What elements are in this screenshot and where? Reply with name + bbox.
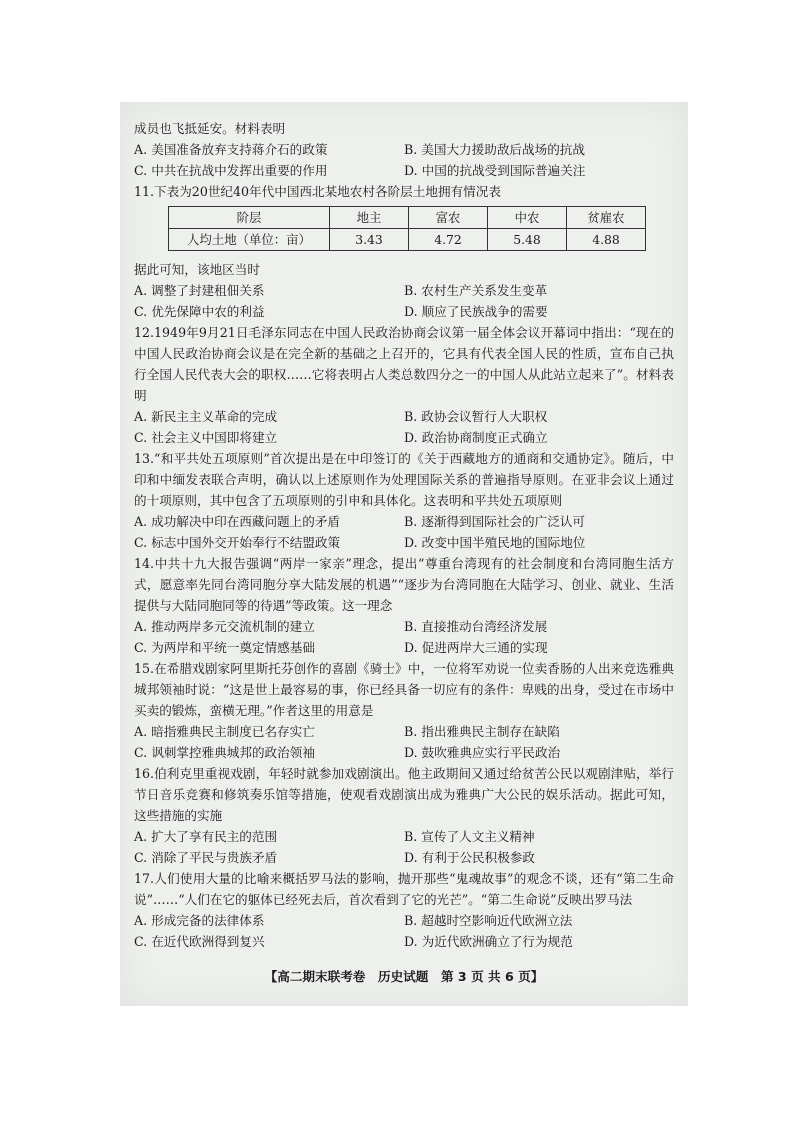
q12-option-d: D. 政治协商制度正式确立 (404, 430, 548, 445)
q15-option-c: C. 讽刺掌控雅典城邦的政治领袖 (134, 745, 315, 760)
q15-option-a: A. 暗指雅典民主制度已名存实亡 (134, 724, 315, 739)
q10-options (134, 139, 674, 181)
table-header-cell: 阶层 (169, 207, 330, 229)
page-footer: 【高二期末联考卷 历史试题 第 3 页 共 6 页】 (264, 969, 544, 984)
q16-options (134, 826, 674, 868)
q16-option-a: A. 扩大了享有民主的范围 (134, 829, 278, 844)
q10-option-c: C. 中共在抗战中发挥出重要的作用 (134, 163, 328, 178)
q12-stem: 12.1949年9月21日毛泽东同志在中国人民政治协商会议第一届全体会议开幕词中指出：“现在的中国人民政治协商会议是在完全新的基础之上召开的，它具有代表全国人民的性质，宣布自己执行全国人民代表大会的职权……它将表明占人类总数四分之一的中国人从此站立起来了”。材料表明 (134, 325, 674, 403)
q16-stem: 16.伯利克里重视戏剧，年轻时就参加戏剧演出。他主政期间又通过给贫苦公民以观剧津贴，举行节日音乐竞赛和修筑奏乐馆等措施，使观看戏剧演出成为雅典广大公民的娱乐活动。据此可知，这些措施的实施 (134, 766, 674, 823)
q10-tail: 成员也飞抵延安。材料表明 (134, 121, 286, 136)
land-ownership-table (168, 206, 646, 251)
q11-option-d: D. 顺应了民族战争的需要 (404, 304, 548, 319)
q11-question: 据此可知，该地区当时 (134, 262, 260, 277)
q13-option-d: D. 改变中国半殖民地的国际地位 (404, 535, 586, 550)
q14-option-d: D. 促进两岸大三通的实现 (404, 640, 548, 655)
q17-option-a: A. 形成完备的法律体系 (134, 913, 265, 928)
q12-option-b: B. 政协会议暂行人大职权 (404, 409, 548, 424)
q14-options (134, 616, 674, 658)
q17-option-c: C. 在近代欧洲得到复兴 (134, 934, 265, 949)
table-row (169, 229, 646, 251)
q13-option-c: C. 标志中国外交开始奉行不结盟政策 (134, 535, 341, 550)
table-cell: 4.88 (567, 229, 646, 251)
q15-option-b: B. 指出雅典民主制存在缺陷 (404, 724, 560, 739)
q14-stem: 14.中共十九大报告强调“两岸一家亲”理念，提出“尊重台湾现有的社会制度和台湾同胞生活方式，愿意率先同台湾同胞分享大陆发展的机遇”“逐步为台湾同胞在大陆学习、创业、就业、生活提供与大陆同胞同等的待遇”等政策。这一理念 (134, 556, 674, 613)
q12-option-a: A. 新民主主义革命的完成 (134, 409, 278, 424)
exam-content (134, 118, 674, 952)
q14-option-c: C. 为两岸和平统一奠定情感基础 (134, 640, 315, 655)
q10-option-d: D. 中国的抗战受到国际普遍关注 (404, 163, 586, 178)
q10-option-a: A. 美国准备放弃支持蒋介石的政策 (134, 142, 328, 157)
q16-option-b: B. 宣传了人文主义精神 (404, 829, 535, 844)
table-cell: 3.43 (330, 229, 409, 251)
q13-option-a: A. 成功解决中印在西藏问题上的矛盾 (134, 514, 341, 529)
q17-option-d: D. 为近代欧洲确立了行为规范 (404, 934, 573, 949)
q14-option-b: B. 直接推动台湾经济发展 (404, 619, 548, 634)
table-cell: 人均土地（单位：亩） (169, 229, 330, 251)
table-header-cell: 贫雇农 (567, 207, 646, 229)
q12-option-c: C. 社会主义中国即将建立 (134, 430, 278, 445)
table-cell: 4.72 (409, 229, 488, 251)
q14-option-a: A. 推动两岸多元交流机制的建立 (134, 619, 315, 634)
exam-sheet (120, 102, 688, 1006)
q15-options (134, 721, 674, 763)
q13-option-b: B. 逐渐得到国际社会的广泛认可 (404, 514, 585, 529)
q17-options (134, 910, 674, 952)
q10-option-b: B. 美国大力援助敌后战场的抗战 (404, 142, 585, 157)
table-header-cell: 中农 (488, 207, 567, 229)
q12-options (134, 406, 674, 448)
q11-option-c: C. 优先保障中农的利益 (134, 304, 265, 319)
table-cell: 5.48 (488, 229, 567, 251)
table-header-cell: 地主 (330, 207, 409, 229)
q15-option-d: D. 鼓吹雅典应实行平民政治 (404, 745, 561, 760)
q15-stem: 15.在希腊戏剧家阿里斯托芬创作的喜剧《骑士》中，一位将军劝说一位卖香肠的人出来竞选雅典城邦领袖时说：“这是世上最容易的事，你已经具备一切应有的条件：卑贱的出身，受过在市场中买卖的锻炼，蛮横无理。”作者这里的用意是 (134, 661, 674, 718)
q16-option-c: C. 消除了平民与贵族矛盾 (134, 850, 278, 865)
table-header-row (169, 207, 646, 229)
q11-option-a: A. 调整了封建租佃关系 (134, 283, 265, 298)
q17-stem: 17.人们使用大量的比喻来概括罗马法的影响，抛开那些“鬼魂故事”的观念不谈，还有“第二生命说”……“人们在它的躯体已经死去后，首次看到了它的光芒”。“第二生命说”反映出罗马法 (134, 871, 674, 907)
q16-option-d: D. 有利于公民积极参政 (404, 850, 535, 865)
q17-option-b: B. 超越时空影响近代欧洲立法 (404, 913, 573, 928)
q13-stem: 13.“和平共处五项原则”首次提出是在中印签订的《关于西藏地方的通商和交通协定》。随后，中印和中缅发表联合声明，确认以上述原则作为处理国际关系的普遍指导原则。在亚非会议上通过的十项原则，其中包含了五项原则的引申和具体化。这表明和平共处五项原则 (134, 451, 674, 508)
q13-options (134, 511, 674, 553)
q11-option-b: B. 农村生产关系发生变革 (404, 283, 548, 298)
table-header-cell: 富农 (409, 207, 488, 229)
q11-options (134, 280, 674, 322)
q11-stem: 11.下表为20世纪40年代中国西北某地农村各阶层土地拥有情况表 (134, 184, 501, 199)
